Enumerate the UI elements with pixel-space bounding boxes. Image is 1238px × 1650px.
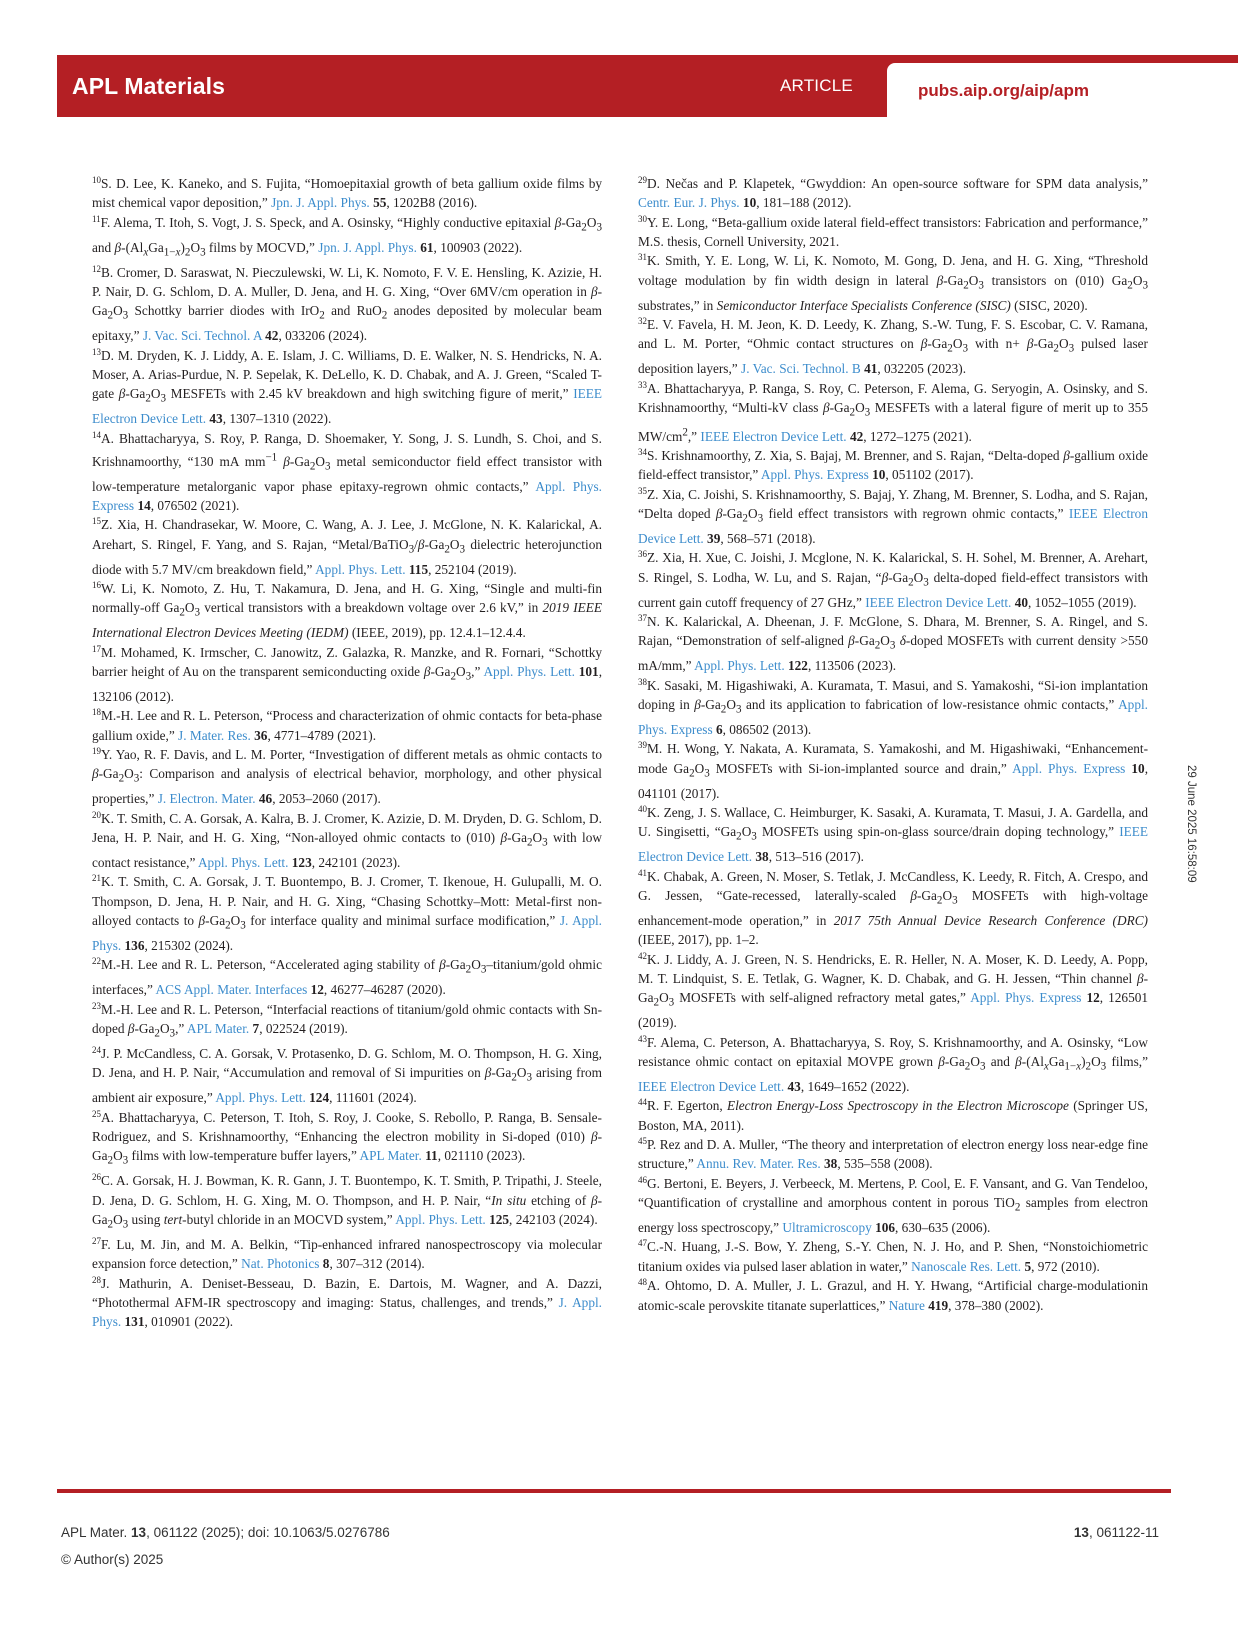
- reference-text: S. Krishnamoorthy, Z. Xia, S. Bajaj, M. Brenner, and S. Rajan, “Delta-doped β-gallium oxide field-effect transistor,” Appl. Phys. Express 10, 051102 (2017).: [638, 447, 1148, 483]
- journal-link[interactable]: Ultramicroscopy: [782, 1220, 872, 1236]
- reference-number: 27: [92, 1236, 101, 1247]
- reference-32: [638, 315, 1148, 379]
- reference-number: 17: [92, 643, 101, 654]
- reference-19: [92, 745, 602, 809]
- references-right-column: [638, 174, 1148, 1315]
- journal-link[interactable]: Appl. Phys. Lett.: [315, 561, 406, 577]
- reference-number: 21: [92, 873, 101, 884]
- reference-text: K. J. Liddy, A. J. Green, N. S. Hendricks, E. R. Heller, N. A. Moser, K. D. Leedy, A. Popp, M. T. Lindquist, S. E. Tetlak, G. Wagner, K. D. Chabak, and G. H. Jessen, “Thin channel $\beta-Ga_2O_3$ MOSFETs with self-aligned refractory metal gates,” Appl. Phys. Express 12, 126501 (2019).: [638, 951, 1149, 1031]
- reference-number: 12: [92, 263, 101, 274]
- reference-14: [92, 429, 602, 515]
- reference-46: [638, 1174, 1148, 1238]
- reference-35: [638, 485, 1148, 549]
- reference-number: 20: [92, 809, 101, 820]
- reference-13: [92, 346, 602, 429]
- reference-number: 31: [638, 252, 647, 263]
- reference-number: 16: [92, 579, 101, 590]
- reference-21: [92, 872, 602, 955]
- reference-text: M.-H. Lee and R. L. Peterson, “Accelerated aging stability of $\beta-Ga_2O_3-titanium$/gold ohmic interfaces,” ACS Appl. Mater. Interfaces 12, 46277–46287 (2020).: [92, 957, 602, 998]
- reference-number: 40: [638, 803, 647, 814]
- reference-text: S. D. Lee, K. Kaneko, and S. Fujita, “Homoepitaxial growth of beta gallium oxide films by mist chemical vapor deposition,” Jpn. J. Appl. Phys. 55, 1202B8 (2016).: [92, 176, 602, 211]
- journal-link[interactable]: Appl. Phys. Lett.: [197, 854, 289, 870]
- journal-link[interactable]: J. Vac. Sci. Technol. B: [741, 361, 861, 377]
- reference-text: J. P. McCandless, C. A. Gorsak, V. Protasenko, D. G. Schlom, M. O. Thompson, H. G. Xing, D. Jena, and H. P. Nair, “Accumulation and removal of Si impurities on $\beta-Ga_2O_3$ arising from ambient air exposure,” Appl. Phys. Lett. 124, 111601 (2024).: [92, 1046, 603, 1106]
- reference-number: 10: [92, 175, 101, 185]
- reference-34: [638, 446, 1148, 485]
- reference-42: [638, 950, 1148, 1033]
- journal-link[interactable]: Appl. Phys. Express: [970, 990, 1082, 1006]
- reference-text: G. Bertoni, E. Beyers, J. Verbeeck, M. Mertens, P. Cool, E. F. Vansant, and G. Van Tendeloo, “Quantification of crystalline and amorphous content in porous TiO$_2$ samples from electron energy loss spectroscopy,” Ultramicroscopy 106, 630–635 (2006).: [638, 1175, 1148, 1236]
- reference-text: K. Chabak, A. Green, N. Moser, S. Tetlak, J. McCandless, K. Leedy, R. Fitch, A. Crespo, and G. Jessen, “Gate-recessed, laterally-scaled $\beta-Ga_2O_3$ MOSFETs with high-voltage enhancement-mode operation,” in 2017 75th Annual Device Research Conference (DRC) (IEEE, 2017), pp. 1–2.: [638, 868, 1148, 948]
- journal-link[interactable]: IEEE Electron Device Lett.: [638, 505, 1148, 546]
- reference-text: K. Smith, Y. E. Long, W. Li, K. Nomoto, M. Gong, D. Jena, and H. G. Xing, “Threshold voltage modulation by fin width design in lateral $\beta-Ga_2O_3$ transistors on (010) $Ga_2O_3$ substrates,” in Semiconductor Interface Specialists Conference (SISC) (SISC, 2020).: [638, 253, 1148, 313]
- reference-33: [638, 379, 1148, 446]
- reference-43: [638, 1033, 1148, 1097]
- reference-24: [92, 1044, 602, 1108]
- journal-link[interactable]: IEEE Electron Device Lett.: [92, 386, 602, 427]
- reference-text: A. Bhattacharyya, S. Roy, P. Ranga, D. Shoemaker, Y. Song, J. S. Lundh, S. Choi, and S. Krishnamoorthy, “130 mA $mm^{-1}$ $\beta-Ga_2O_3$ metal semiconductor field effect transistor with low-temperature metalorganic vapor phase epitaxy-regrown ohmic contacts,” Appl. Phys. Express 14, 076502 (2021).: [92, 430, 603, 513]
- reference-44: [638, 1096, 1148, 1135]
- reference-text: Y. E. Long, “Beta-gallium oxide lateral field-effect transistors: Fabrication and performance,” M.S. thesis, Cornell University, 2021.: [638, 214, 1148, 250]
- reference-number: 34: [638, 446, 647, 457]
- reference-number: 30: [638, 213, 647, 224]
- footer-page-number: 13, 061122-11: [1073, 1525, 1159, 1540]
- reference-10: [92, 174, 602, 213]
- journal-link[interactable]: Nanoscale Res. Lett.: [911, 1258, 1022, 1274]
- reference-number: 43: [638, 1033, 647, 1044]
- reference-number: 39: [638, 740, 647, 751]
- reference-text: Z. Xia, H. Xue, C. Joishi, J. Mcglone, N. K. Kalarickal, S. H. Sohel, M. Brenner, A. Arehart, S. Ringel, S. Lodha, W. Lu, and S. Rajan, “$\beta-Ga_2O_3$ delta-doped field-effect transistors with current gain cutoff frequency of 27 GHz,” IEEE Electron Device Lett. 40, 1052–1055 (2019).: [638, 550, 1148, 610]
- reference-25: [92, 1108, 602, 1172]
- download-timestamp: 29 June 2025 16:58:09: [1185, 765, 1197, 883]
- reference-12: [92, 263, 602, 346]
- reference-text: D. Nečas and P. Klapetek, “Gwyddion: An open-source software for SPM data analysis,” Centr. Eur. J. Phys. 10, 181–188 (2012).: [638, 176, 1148, 211]
- journal-link[interactable]: Appl. Phys. Lett.: [395, 1212, 486, 1228]
- reference-37: [638, 612, 1148, 676]
- journal-link[interactable]: Appl. Phys. Express: [1012, 760, 1126, 776]
- journal-link[interactable]: Centr. Eur. J. Phys.: [638, 195, 740, 211]
- journal-link[interactable]: J. Appl. Phys.: [92, 1295, 602, 1330]
- reference-text: C. A. Gorsak, H. J. Bowman, K. R. Gann, J. T. Buontempo, K. T. Smith, P. Tripathi, J. Steele, D. Jena, D. G. Schlom, H. G. Xing, M. O. Thompson, and H. P. Nair, “In situ etching of $\beta-Ga_2O_3$ using tert-butyl chloride in an MOCVD system,” Appl. Phys. Lett. 125, 242103 (2024).: [92, 1173, 602, 1231]
- reference-number: 22: [92, 956, 101, 967]
- reference-number: 19: [92, 745, 101, 756]
- reference-text: N. K. Kalarickal, A. Dheenan, J. F. McGlone, S. Dhara, M. Brenner, S. A. Ringel, and S. Rajan, “Demonstration of self-aligned $\beta-Ga_2O_3$ δ-doped MOSFETs with current density >550 mA/mm,” Appl. Phys. Lett. 122, 113506 (2023).: [638, 613, 1148, 674]
- reference-number: 25: [92, 1108, 101, 1119]
- reference-text: Z. Xia, C. Joishi, S. Krishnamoorthy, S. Bajaj, Y. Zhang, M. Brenner, S. Lodha, and S. Rajan, “Delta doped $\beta-Ga_2O_3$ field effect transistors with regrown ohmic contacts,” IEEE Electron Device Lett. 39, 568–571 (2018).: [638, 486, 1148, 546]
- journal-link[interactable]: J. Mater. Res.: [178, 727, 251, 743]
- reference-text: Y. Yao, R. F. Davis, and L. M. Porter, “Investigation of different metals as ohmic contacts to $\beta-Ga_2O_3$: Comparison and analysis of electrical behavior, morphology, and other physical properties,” J. Electron. Mater. 46, 2053–2060 (2017).: [92, 746, 602, 807]
- journal-link[interactable]: ACS Appl. Mater. Interfaces: [155, 982, 308, 998]
- reference-number: 24: [92, 1045, 101, 1056]
- journal-link[interactable]: Appl. Phys. Express: [92, 478, 603, 513]
- journal-url-link[interactable]: pubs.aip.org/aip/apm: [918, 81, 1089, 100]
- journal-link[interactable]: J. Vac. Sci. Technol. A: [142, 328, 262, 344]
- reference-text: B. Cromer, D. Saraswat, N. Pieczulewski, W. Li, K. Nomoto, F. V. E. Hensling, K. Azizie, H. P. Nair, D. G. Schlom, D. A. Muller, D. Jena, and H. G. Xing, “Over 6MV/cm operation in $\beta-Ga_2O_3$ Schottky barrier diodes with IrO$_2$ and RuO$_2$ anodes deposited by molecular beam epitaxy,” J. Vac. Sci. Technol. A 42, 033206 (2024).: [92, 264, 602, 344]
- reference-16: [92, 579, 602, 643]
- journal-link[interactable]: J. Appl. Phys.: [92, 913, 602, 954]
- reference-45: [638, 1135, 1148, 1174]
- journal-name[interactable]: APL Materials: [72, 73, 225, 99]
- reference-number: 48: [638, 1277, 647, 1288]
- reference-text: F. Lu, M. Jin, and M. A. Belkin, “Tip-enhanced infrared nanospectroscopy via molecular expansion force detection,” Nat. Photonics 8, 307–312 (2014).: [92, 1237, 602, 1272]
- reference-48: [638, 1276, 1148, 1315]
- journal-link[interactable]: Nat. Photonics: [241, 1256, 320, 1272]
- reference-17: [92, 643, 602, 707]
- journal-link[interactable]: Jpn. J. Appl. Phys.: [318, 239, 417, 255]
- journal-link[interactable]: Appl. Phys. Lett.: [483, 663, 575, 679]
- reference-number: 15: [92, 516, 101, 527]
- journal-link[interactable]: Appl. Phys. Express: [760, 467, 869, 483]
- journal-link[interactable]: IEEE Electron Device Lett.: [700, 428, 847, 444]
- reference-40: [638, 803, 1148, 867]
- reference-39: [638, 739, 1148, 803]
- reference-number: 11: [92, 213, 101, 224]
- reference-22: [92, 955, 602, 999]
- footer-citation: APL Mater. 13, 061122 (2025); doi: 10.1063/5.0276786: [61, 1525, 390, 1540]
- reference-11: [92, 213, 602, 263]
- reference-number: 28: [92, 1274, 101, 1285]
- reference-number: 33: [638, 379, 647, 390]
- journal-link[interactable]: Appl. Phys. Lett.: [694, 658, 785, 674]
- journal-link[interactable]: J. Electron. Mater.: [157, 791, 256, 807]
- reference-15: [92, 515, 602, 579]
- reference-number: 36: [638, 549, 647, 560]
- reference-number: 42: [638, 950, 647, 961]
- references-left-column: [92, 174, 602, 1332]
- reference-18: [92, 706, 602, 745]
- reference-number: 14: [92, 429, 101, 440]
- reference-30: [638, 213, 1148, 252]
- journal-link[interactable]: IEEE Electron Device Lett.: [638, 1079, 785, 1095]
- reference-26: [92, 1171, 602, 1235]
- journal-link[interactable]: APL Mater.: [186, 1021, 250, 1037]
- reference-text: K. Sasaki, M. Higashiwaki, A. Kuramata, T. Masui, and S. Yamakoshi, “Si-ion implantation doping in $\beta-Ga_2O_3$ and its application to fabrication of low-resistance ohmic contacts,” Appl. Phys. Express 6, 086502 (2013).: [638, 677, 1148, 737]
- reference-text: K. T. Smith, C. A. Gorsak, J. T. Buontempo, B. J. Cromer, T. Ikenoue, H. Gulupalli, M. O. Thompson, D. Jena, H. P. Nair, and H. G. Xing, “Chasing Schottky–Mott: Metal-first non-alloyed contacts to $\beta-Ga_2O_3$ for interface quality and minimal surface modification,” J. Appl. Phys. 136, 215302 (2024).: [92, 874, 602, 954]
- footer-copyright: © Author(s) 2025: [61, 1552, 164, 1567]
- reference-text: F. Alema, T. Itoh, S. Vogt, J. S. Speck, and A. Osinsky, “Highly conductive epitaxial $\beta-Ga_2O_3$ and $\beta-(Al_xGa_{1-x})_2O_3$ films by MOCVD,” Jpn. J. Appl. Phys. 61, 100903 (2022).: [92, 214, 602, 259]
- reference-text: A. Bhattacharyya, C. Peterson, T. Itoh, S. Roy, J. Cooke, S. Rebollo, P. Ranga, B. Sensale-Rodriguez, and S. Krishnamoorthy, “Enhancing the electron mobility in Si-doped (010) $\beta-Ga_2O_3$ films with low-temperature buffer layers,” APL Mater. 11, 021110 (2023).: [92, 1109, 602, 1168]
- reference-number: 32: [638, 316, 647, 327]
- reference-36: [638, 548, 1148, 612]
- journal-link[interactable]: Annu. Rev. Mater. Res.: [696, 1156, 821, 1172]
- reference-number: 18: [92, 707, 101, 718]
- reference-text: A. Bhattacharyya, P. Ranga, S. Roy, C. Peterson, F. Alema, G. Seryogin, A. Osinsky, and S. Krishnamoorthy, “Multi-kV class $\beta-Ga_2O_3$ MESFETs with a lateral figure of merit up to 355 $MW/cm^2$,” IEEE Electron Device Lett. 42, 1272–1275 (2021).: [638, 380, 1148, 444]
- reference-text: J. Mathurin, A. Deniset-Besseau, D. Bazin, E. Dartois, M. Wagner, and A. Dazzi, “Photothermal AFM-IR spectroscopy and imaging: Status, challenges, and trends,” J. Appl. Phys. 131, 010901 (2022).: [92, 1275, 602, 1330]
- reference-41: [638, 867, 1148, 950]
- reference-27: [92, 1235, 602, 1274]
- reference-number: 45: [638, 1136, 647, 1147]
- reference-number: 13: [92, 346, 101, 357]
- journal-link[interactable]: IEEE Electron Device Lett.: [638, 824, 1148, 865]
- reference-29: [638, 174, 1148, 213]
- reference-number: 23: [92, 1000, 101, 1011]
- reference-20: [92, 809, 602, 873]
- journal-link[interactable]: Appl. Phys. Express: [638, 696, 1148, 737]
- reference-text: M. Mohamed, K. Irmscher, C. Janowitz, Z. Galazka, R. Manzke, and R. Fornari, “Schottky barrier height of Au on the transparent semiconducting oxide $\beta-Ga_2O_3$,” Appl. Phys. Lett. 101, 132106 (2012).: [92, 644, 603, 704]
- article-type-label: ARTICLE: [780, 76, 853, 95]
- reference-text: Z. Xia, H. Chandrasekar, W. Moore, C. Wang, A. J. Lee, J. McGlone, N. K. Kalarickal, A. Arehart, S. Ringel, F. Yang, and S. Rajan, “$Metal/BaTiO_3/\beta-Ga_2O_3$ dielectric heterojunction diode with 5.7 MV/cm breakdown field,” Appl. Phys. Lett. 115, 252104 (2019).: [92, 517, 602, 577]
- reference-text: D. M. Dryden, K. J. Liddy, A. E. Islam, J. C. Williams, D. E. Walker, N. S. Hendricks, N. A. Moser, A. Arias-Purdue, N. P. Sepelak, K. DeLello, K. D. Chabak, and A. J. Green, “Scaled T-gate $\beta-Ga_2O_3$ MESFETs with 2.45 kV breakdown and high switching figure of merit,” IEEE Electron Device Lett. 43, 1307–1310 (2022).: [92, 347, 602, 427]
- journal-link[interactable]: APL Mater.: [359, 1148, 422, 1164]
- reference-38: [638, 676, 1148, 740]
- journal-link[interactable]: Nature: [888, 1297, 925, 1313]
- reference-number: 47: [638, 1238, 647, 1249]
- reference-number: 46: [638, 1174, 647, 1185]
- reference-text: F. Alema, C. Peterson, A. Bhattacharyya, S. Roy, S. Krishnamoorthy, and A. Osinsky, “Low resistance ohmic contact on epitaxial MOVPE grown $\beta-Ga_2O_3$ and $\beta-(Al_xGa_{1-x})_2O_3$ films,” IEEE Electron Device Lett. 43, 1649–1652 (2022).: [638, 1034, 1149, 1095]
- footer-rule: [57, 1489, 1171, 1493]
- reference-text: K. T. Smith, C. A. Gorsak, A. Kalra, B. J. Cromer, K. Azizie, D. M. Dryden, D. G. Schlom, D. Jena, H. P. Nair, and H. G. Xing, “Non-alloyed ohmic contacts to (010) $\beta-Ga_2O_3$ with low contact resistance,” Appl. Phys. Lett. 123, 242101 (2023).: [92, 810, 602, 870]
- reference-28: [92, 1274, 602, 1332]
- reference-number: 37: [638, 612, 647, 623]
- reference-number: 41: [638, 867, 647, 878]
- reference-text: P. Rez and D. A. Muller, “The theory and interpretation of electron energy loss near-edge fine structure,” Annu. Rev. Mater. Res. 38, 535–558 (2008).: [638, 1137, 1148, 1172]
- reference-number: 35: [638, 485, 647, 496]
- reference-text: M.-H. Lee and R. L. Peterson, “Interfacial reactions of titanium/gold ohmic contacts with Sn-doped $\beta-Ga_2O_3$,” APL Mater. 7, 022524 (2019).: [92, 1001, 602, 1040]
- journal-link[interactable]: Appl. Phys. Lett.: [215, 1090, 306, 1106]
- reference-23: [92, 1000, 602, 1044]
- reference-text: A. Ohtomo, D. A. Muller, J. L. Grazul, and H. Y. Hwang, “Artificial charge-modulationin atomic-scale perovskite titanate superlattices,” Nature 419, 378–380 (2002).: [638, 1278, 1148, 1313]
- reference-text: W. Li, K. Nomoto, Z. Hu, T. Nakamura, D. Jena, and H. G. Xing, “Single and multi-fin normally-off $Ga_2O_3$ vertical transistors with a breakdown voltage over 2.6 kV,” in 2019 IEEE International Electron Devices Meeting (IEDM) (IEEE, 2019), pp. 12.4.1–12.4.4.: [92, 580, 603, 641]
- reference-text: C.-N. Huang, J.-S. Bow, Y. Zheng, S.-Y. Chen, N. J. Ho, and P. Shen, “Nonstoichiometric titanium oxides via pulsed laser ablation in water,” Nanoscale Res. Lett. 5, 972 (2010).: [638, 1239, 1148, 1274]
- reference-text: R. F. Egerton, Electron Energy-Loss Spectroscopy in the Electron Microscope (Springer US, Boston, MA, 2011).: [638, 1098, 1148, 1133]
- reference-text: M. H. Wong, Y. Nakata, A. Kuramata, S. Yamakoshi, and M. Higashiwaki, “Enhancement-mode $Ga_2O_3$ MOSFETs with Si-ion-implanted source and drain,” Appl. Phys. Express 10, 041101 (2017).: [638, 741, 1149, 801]
- reference-31: [638, 251, 1148, 315]
- journal-link[interactable]: Jpn. J. Appl. Phys.: [271, 195, 370, 211]
- reference-text: E. V. Favela, H. M. Jeon, K. D. Leedy, K. Zhang, S.-W. Tung, F. S. Escobar, C. V. Ramana, and L. M. Porter, “Ohmic contact structures on $\beta-Ga_2O_3$ with $n+ \beta-Ga_2O_3$ pulsed laser deposition layers,” J. Vac. Sci. Technol. B 41, 032205 (2023).: [638, 317, 1148, 377]
- reference-text: K. Zeng, J. S. Wallace, C. Heimburger, K. Sasaki, A. Kuramata, T. Masui, J. A. Gardella, and U. Singisetti, “$Ga_2O_3$ MOSFETs using spin-on-glass source/drain doping technology,” IEEE Electron Device Lett. 38, 513–516 (2017).: [638, 804, 1148, 865]
- reference-number: 44: [638, 1097, 647, 1108]
- reference-47: [638, 1237, 1148, 1276]
- reference-number: 38: [638, 676, 647, 687]
- reference-text: M.-H. Lee and R. L. Peterson, “Process and characterization of ohmic contacts for beta-phase gallium oxide,” J. Mater. Res. 36, 4771–4789 (2021).: [92, 708, 602, 743]
- reference-number: 29: [638, 175, 647, 185]
- reference-number: 26: [92, 1172, 101, 1183]
- journal-link[interactable]: IEEE Electron Device Lett.: [865, 594, 1012, 610]
